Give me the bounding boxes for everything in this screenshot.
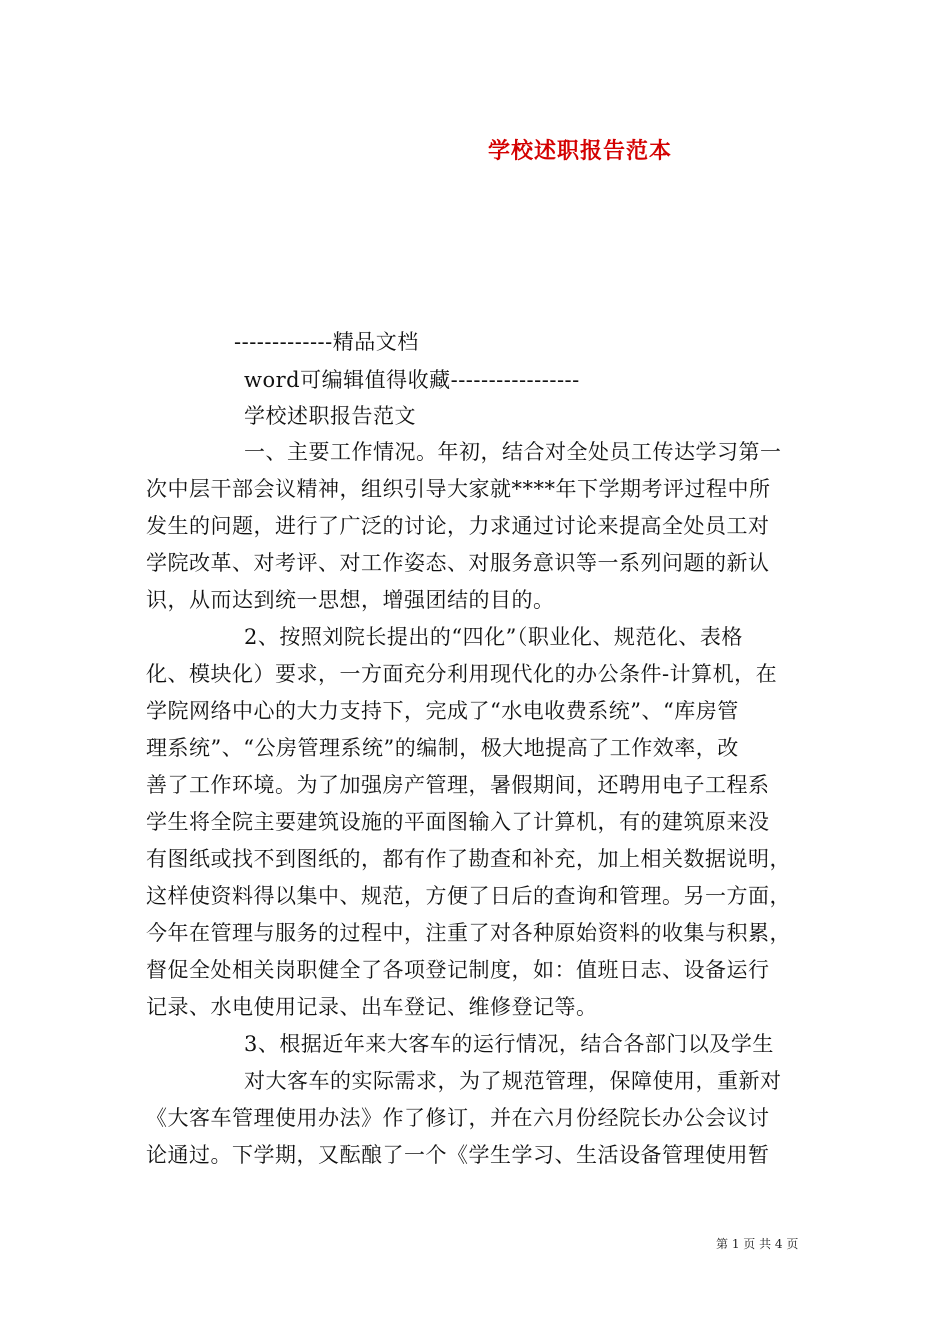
body-line: 记录、水电使用记录、出车登记、维修登记等。	[146, 995, 598, 1019]
body-line: 学生将全院主要建筑设施的平面图输入了计算机，有的建筑原来没	[146, 810, 770, 834]
page-title: 学校述职报告范本	[488, 138, 673, 164]
body-line: 化、模块化）要求，一方面充分利用现代化的办公条件-计算机，在	[146, 662, 778, 686]
header-line-editable: word可编辑值得收藏-----------------	[244, 368, 580, 392]
body-line: 有图纸或找不到图纸的，都有作了勘查和补充，加上相关数据说明，	[146, 847, 791, 871]
body-line: 发生的问题，进行了广泛的讨论，力求通过讨论来提高全处员工对	[146, 514, 770, 538]
body-line: 督促全处相关岗职健全了各项登记制度，如：值班日志、设备运行	[146, 958, 770, 982]
header-line-doc-title: 学校述职报告范文	[244, 404, 416, 428]
body-line: 一、主要工作情况。年初，结合对全处员工传达学习第一	[244, 440, 782, 464]
body-line: 对大客车的实际需求，为了规范管理，保障使用，重新对	[244, 1069, 782, 1093]
body-line: 识，从而达到统一思想，增强团结的目的。	[146, 588, 555, 612]
header-line-watermark: -------------精品文档	[234, 330, 419, 354]
body-line: 学院改革、对考评、对工作姿态、对服务意识等一系列问题的新认	[146, 551, 770, 575]
body-line: 次中层干部会议精神，组织引导大家就****年下学期考评过程中所	[146, 477, 771, 501]
page-number-footer: 第 1 页 共 4 页	[716, 1237, 799, 1251]
body-line: 理系统”、“公房管理系统”的编制，极大地提高了工作效率，改	[146, 736, 739, 760]
body-line: 3、根据近年来大客车的运行情况，结合各部门以及学生	[244, 1032, 774, 1056]
body-line: 2、按照刘院长提出的“四化”（职业化、规范化、表格	[244, 625, 743, 649]
body-line: 《大客车管理使用办法》作了修订，并在六月份经院长办公会议讨	[146, 1106, 770, 1130]
body-line: 论通过。下学期，又酝酿了一个《学生学习、生活设备管理使用暂	[146, 1143, 770, 1167]
body-line: 今年在管理与服务的过程中，注重了对各种原始资料的收集与积累，	[146, 921, 791, 945]
body-line: 善了工作环境。为了加强房产管理，暑假期间，还聘用电子工程系	[146, 773, 770, 797]
body-line: 学院网络中心的大力支持下，完成了“水电收费系统”、“库房管	[146, 699, 739, 723]
body-line: 这样使资料得以集中、规范，方便了日后的查询和管理。另一方面，	[146, 884, 791, 908]
